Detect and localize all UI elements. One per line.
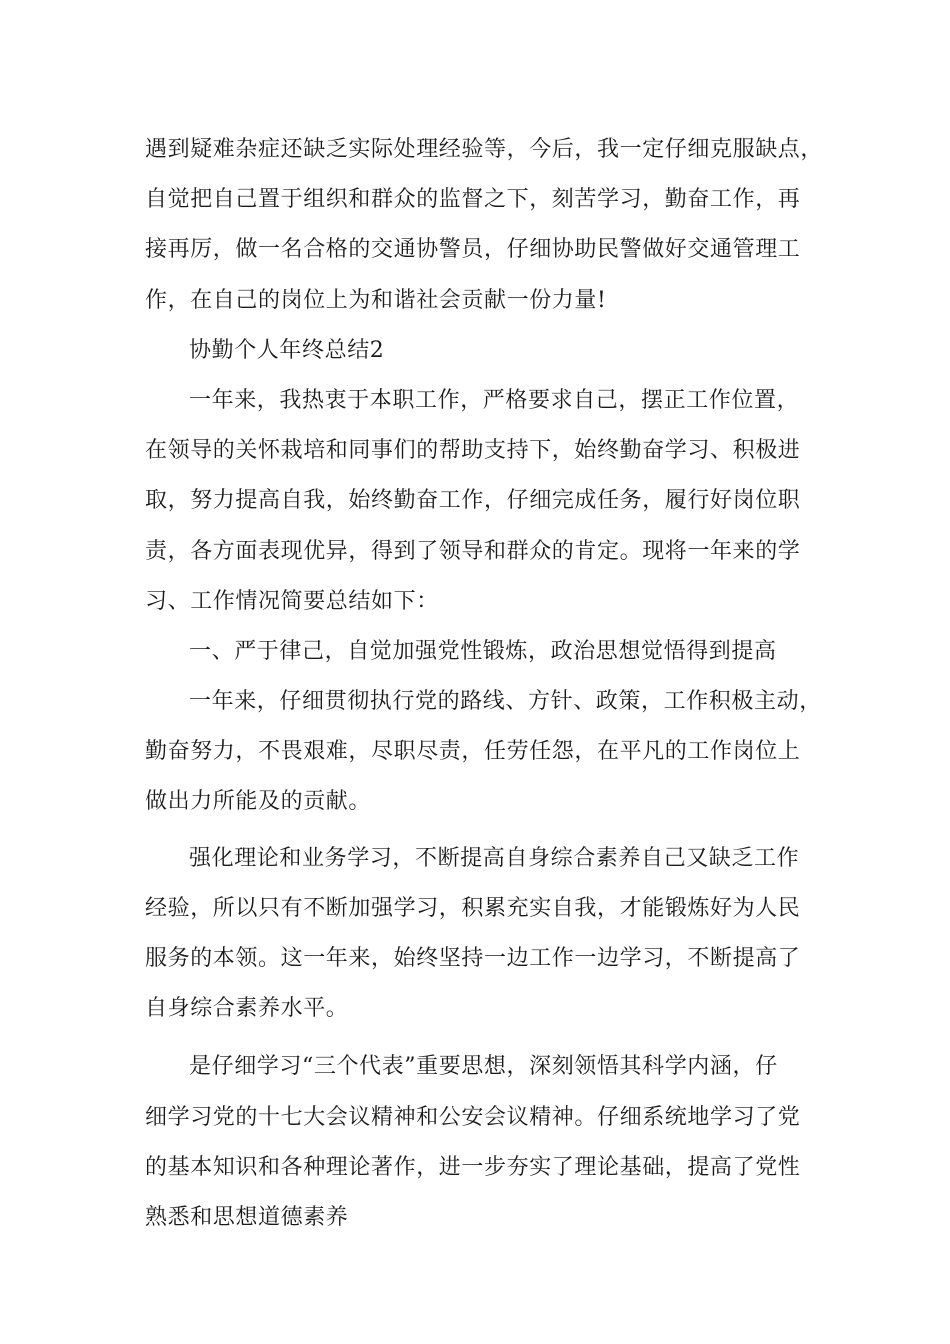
section-title: 协勤个人年终总结2 xyxy=(189,337,385,363)
text-line: 习、工作情况简要总结如下： xyxy=(145,588,439,614)
text-line: 接再厉，做一名合格的交通协警员，仔细协助民警做好交通管理工 xyxy=(145,237,801,263)
document-body xyxy=(145,132,830,1250)
text-line: 一年来，我热衷于本职工作，严格要求自己，摆正工作位置， xyxy=(189,387,800,413)
text-line: 细学习党的十七大会议精神和公安会议精神。仔细系统地学习了党 xyxy=(145,1104,801,1130)
text-line: 强化理论和业务学习，不断提高自身综合素养自己又缺乏工作 xyxy=(189,845,800,871)
text-line: 做出力所能及的贡献。 xyxy=(145,789,372,815)
text-line: 责，各方面表现优异，得到了领导和群众的肯定。现将一年来的学 xyxy=(145,538,801,564)
text-line: 遇到疑难杂症还缺乏实际处理经验等，今后，我一定仔细克服缺点， xyxy=(145,137,824,162)
text-line: 熟悉和思想道德素养 xyxy=(145,1204,349,1230)
text-line: 勤奋努力，不畏艰难，尽职尽责，任劳任怨，在平凡的工作岗位上 xyxy=(145,739,801,765)
text-line: 取，努力提高自我，始终勤奋工作，仔细完成任务，履行好岗位职 xyxy=(145,488,801,514)
text-line: 自身综合素养水平。 xyxy=(145,996,349,1022)
text-line: 在领导的关怀栽培和同事们的帮助支持下，始终勤奋学习、积极进 xyxy=(145,438,801,464)
text-line: 自觉把自己置于组织和群众的监督之下，刻苦学习，勤奋工作，再 xyxy=(145,187,801,213)
text-line: 一年来，仔细贯彻执行党的路线、方针、政策，工作积极主动， xyxy=(189,689,822,715)
text-line: 服务的本领。这一年来，始终坚持一边工作一边学习，不断提高了 xyxy=(145,946,801,971)
text-line: 经验，所以只有不断加强学习，积累充实自我，才能锻炼好为人民 xyxy=(145,895,801,921)
text-line: 是仔细学习“三个代表”重要思想，深刻领悟其科学内涵，仔 xyxy=(189,1054,778,1080)
section-heading: 一、严于律己，自觉加强党性锻炼，政治思想觉悟得到提高 xyxy=(189,638,777,664)
text-line: 作，在自己的岗位上为和谐社会贡献一份力量! xyxy=(145,287,607,313)
text-line: 的基本知识和各种理论著作，进一步夯实了理论基础，提高了党性 xyxy=(145,1154,801,1180)
